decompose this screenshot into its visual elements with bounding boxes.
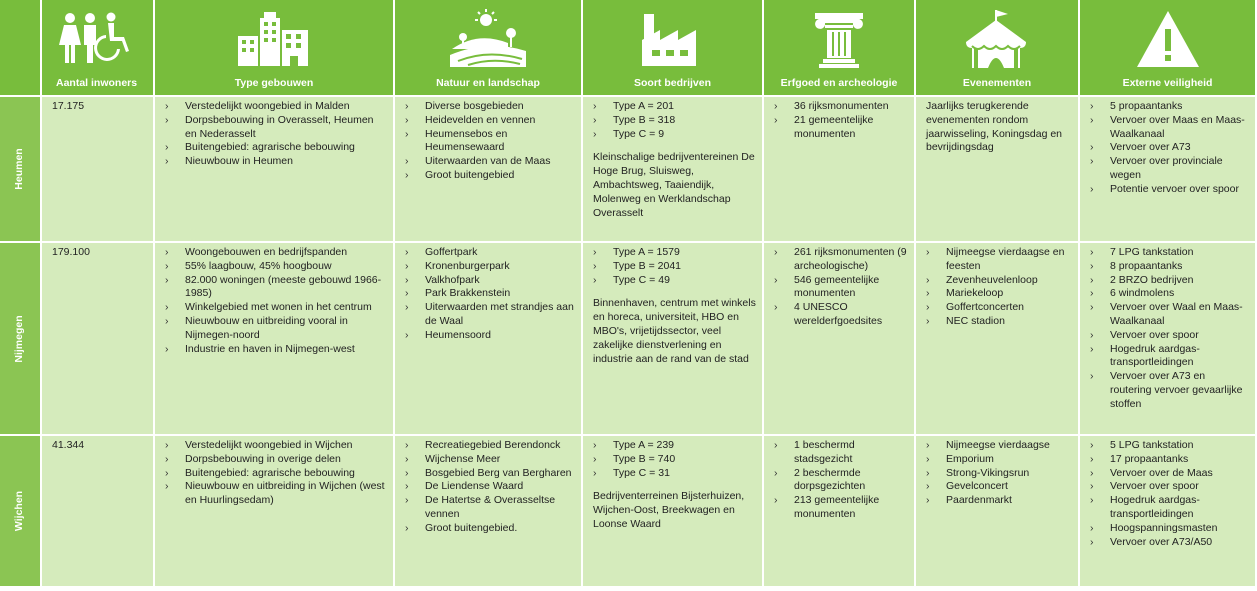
row-label: Heumen bbox=[13, 148, 26, 190]
cell-natuur bbox=[395, 436, 583, 588]
row-label: Nijmegen bbox=[13, 314, 26, 363]
list-item: › Type B = 2041 bbox=[593, 260, 756, 274]
list-item: › Uiterwaarden met strandjes aan de Waal bbox=[405, 301, 575, 329]
header-label: Evenementen bbox=[962, 77, 1032, 89]
bedrijven-text: Kleinschalige bedrijventereinen De Hoge Brug, Sluisweg, Ambachtsweg, Taaiendijk, Molenweg en Werklandschap Overasselt bbox=[593, 151, 755, 219]
list-item: › Vervoer over Waal en Maas-Waalkanaal bbox=[1090, 301, 1249, 329]
cell-evenementen bbox=[916, 97, 1080, 243]
list-item: › Type A = 1579 bbox=[593, 246, 756, 260]
list-item: › Type B = 318 bbox=[593, 114, 756, 128]
cell-gebouwen bbox=[155, 243, 395, 436]
list-item: › Paardenmarkt bbox=[926, 494, 1072, 508]
list-item: › Nieuwbouw en uitbreiding vooral in Nijmegen-noord bbox=[165, 315, 387, 343]
header-soort-bedrijven bbox=[583, 0, 764, 97]
list-item: › Vervoer over Maas en Maas-Waalkanaal bbox=[1090, 114, 1249, 142]
list-item: › 2 BRZO bedrijven bbox=[1090, 274, 1249, 288]
list-item: › Woongebouwen en bedrijfspanden bbox=[165, 246, 387, 260]
row-header bbox=[0, 97, 42, 243]
list-item: › Heumensebos en Heumensewaard bbox=[405, 128, 575, 156]
list-item: › 546 gemeentelijke monumenten bbox=[774, 274, 908, 302]
table-row bbox=[0, 436, 1257, 588]
people-icon bbox=[42, 8, 153, 70]
list-item: › 5 LPG tankstation bbox=[1090, 439, 1249, 453]
list-item: › Vervoer over de Maas bbox=[1090, 467, 1249, 481]
cell-veiligheid bbox=[1080, 436, 1257, 588]
list-item: › De Liendense Waard bbox=[405, 480, 575, 494]
list-item: › Buitengebied: agrarische bebouwing bbox=[165, 467, 387, 481]
list-item: › Vervoer over A73 bbox=[1090, 141, 1249, 155]
list-item: › Strong-Vikingsrun bbox=[926, 467, 1072, 481]
list-item: › De Hatertse & Overasseltse vennen bbox=[405, 494, 575, 522]
list-item: › 4 UNESCO werelderfgoedsites bbox=[774, 301, 908, 329]
cell-veiligheid bbox=[1080, 243, 1257, 436]
list-item: › Dorpsbebouwing in overige delen bbox=[165, 453, 387, 467]
list-item: › Vervoer over A73 en routering vervoer gevaarlijke stoffen bbox=[1090, 370, 1249, 411]
header-label: Aantal inwoners bbox=[56, 77, 138, 89]
list-item: › Vervoer over provinciale wegen bbox=[1090, 155, 1249, 183]
list-item: › 36 rijksmonumenten bbox=[774, 100, 908, 114]
list-item: › Kronenburgerpark bbox=[405, 260, 575, 274]
factory-icon bbox=[583, 8, 762, 70]
tent-icon bbox=[916, 8, 1078, 70]
list-item: › Vervoer over spoor bbox=[1090, 329, 1249, 343]
header-evenementen bbox=[916, 0, 1080, 97]
list-item: › Park Brakkenstein bbox=[405, 287, 575, 301]
cell-erfgoed bbox=[764, 97, 916, 243]
cell-natuur bbox=[395, 97, 583, 243]
cell-gebouwen bbox=[155, 436, 395, 588]
row-label: Wijchen bbox=[13, 490, 26, 532]
list-item: › 261 rijksmonumenten (9 archeologische) bbox=[774, 246, 908, 274]
list-item: › Vervoer over spoor bbox=[1090, 480, 1249, 494]
list-item: › Nijmeegse vierdaagse bbox=[926, 439, 1072, 453]
list-item: › 82.000 woningen (meeste gebouwd 1966-1985) bbox=[165, 274, 387, 302]
list-item: › Diverse bosgebieden bbox=[405, 100, 575, 114]
header-label: Type gebouwen bbox=[234, 77, 314, 89]
cell-evenementen bbox=[916, 436, 1080, 588]
list-item: › Bosgebied Berg van Bergharen bbox=[405, 467, 575, 481]
header-erfgoed-archeologie bbox=[764, 0, 916, 97]
list-item: › Potentie vervoer over spoor bbox=[1090, 183, 1249, 197]
list-item: › Dorpsbebouwing in Overasselt, Heumen en Nederasselt bbox=[165, 114, 387, 142]
list-item: › Verstedelijkt woongebied in Wijchen bbox=[165, 439, 387, 453]
landscape-icon bbox=[395, 8, 581, 70]
list-item: › 21 gemeentelijke monumenten bbox=[774, 114, 908, 142]
list-item: › Buitengebied: agrarische bebouwing bbox=[165, 141, 387, 155]
list-item: › 6 windmolens bbox=[1090, 287, 1249, 301]
header-label: Erfgoed en archeologie bbox=[780, 77, 898, 89]
table-row bbox=[0, 243, 1257, 436]
list-item: › Hogedruk aardgas-transportleidingen bbox=[1090, 494, 1249, 522]
list-item: › Type B = 740 bbox=[593, 453, 756, 467]
list-item: › Uiterwaarden van de Maas bbox=[405, 155, 575, 169]
cell-inwoners bbox=[42, 243, 155, 436]
inwoners-value: 179.100 bbox=[52, 246, 90, 258]
cell-bedrijven bbox=[583, 243, 764, 436]
list-item: › Winkelgebied met wonen in het centrum bbox=[165, 301, 387, 315]
cell-veiligheid bbox=[1080, 97, 1257, 243]
list-item: › Recreatiegebied Berendonck bbox=[405, 439, 575, 453]
cell-evenementen bbox=[916, 243, 1080, 436]
list-item: › Industrie en haven in Nijmegen-west bbox=[165, 343, 387, 357]
list-item: › Verstedelijkt woongebied in Malden bbox=[165, 100, 387, 114]
list-item: › Vervoer over A73/A50 bbox=[1090, 536, 1249, 550]
header-row bbox=[0, 0, 1257, 97]
list-item: › 5 propaantanks bbox=[1090, 100, 1249, 114]
bedrijven-text: Bedrijventerreinen Bijsterhuizen, Wijchen-Oost, Breekwagen en Loonse Waard bbox=[593, 490, 745, 530]
cell-erfgoed bbox=[764, 436, 916, 588]
table-row bbox=[0, 97, 1257, 243]
list-item: › 17 propaantanks bbox=[1090, 453, 1249, 467]
header-label: Externe veiligheid bbox=[1122, 77, 1213, 89]
buildings-icon bbox=[155, 8, 393, 70]
list-item: › Groot buitengebied bbox=[405, 169, 575, 183]
warning-icon bbox=[1080, 8, 1255, 70]
cell-erfgoed bbox=[764, 243, 916, 436]
cell-bedrijven bbox=[583, 436, 764, 588]
list-item: › Gevelconcert bbox=[926, 480, 1072, 494]
list-item: › Nieuwbouw en uitbreiding in Wijchen (west en Huurlingsedam) bbox=[165, 480, 387, 508]
row-header bbox=[0, 243, 42, 436]
list-item: › Nieuwbouw in Heumen bbox=[165, 155, 387, 169]
list-item: › 1 beschermd stadsgezicht bbox=[774, 439, 908, 467]
cell-inwoners bbox=[42, 436, 155, 588]
list-item: › Hogedruk aardgas-transportleidingen bbox=[1090, 343, 1249, 371]
list-item: › 213 gemeentelijke monumenten bbox=[774, 494, 908, 522]
header-label: Natuur en landschap bbox=[436, 77, 540, 89]
list-item: › Wijchense Meer bbox=[405, 453, 575, 467]
list-item: › 8 propaantanks bbox=[1090, 260, 1249, 274]
list-item: › Hoogspanningsmasten bbox=[1090, 522, 1249, 536]
header-aantal-inwoners bbox=[42, 0, 155, 97]
list-item: › NEC stadion bbox=[926, 315, 1072, 329]
list-item: › 7 LPG tankstation bbox=[1090, 246, 1249, 260]
list-item: › Groot buitengebied. bbox=[405, 522, 575, 536]
list-item: › Goffertpark bbox=[405, 246, 575, 260]
list-item: › Valkhofpark bbox=[405, 274, 575, 288]
bedrijven-text: Binnenhaven, centrum met winkels en horeca, universiteit, HBO en MBO's, vrijetijdssector, veel zakelijke dienstverlening en industrie aan de rand van de stad bbox=[593, 297, 756, 365]
header-type-gebouwen bbox=[155, 0, 395, 97]
header-corner bbox=[0, 0, 42, 97]
inwoners-value: 41.344 bbox=[52, 439, 85, 451]
list-item: › Emporium bbox=[926, 453, 1072, 467]
list-item: › Type C = 9 bbox=[593, 128, 756, 142]
list-item: › Heumensoord bbox=[405, 329, 575, 343]
list-item: › Goffertconcerten bbox=[926, 301, 1072, 315]
list-item: › Type A = 201 bbox=[593, 100, 756, 114]
list-item: › Type C = 49 bbox=[593, 274, 756, 288]
list-item: › Type A = 239 bbox=[593, 439, 756, 453]
header-externe-veiligheid bbox=[1080, 0, 1257, 97]
list-item: › 2 beschermde dorpsgezichten bbox=[774, 467, 908, 495]
inwoners-value: 17.175 bbox=[52, 100, 85, 112]
row-header bbox=[0, 436, 42, 588]
cell-natuur bbox=[395, 243, 583, 436]
column-icon bbox=[764, 8, 914, 70]
list-item: › Heidevelden en vennen bbox=[405, 114, 575, 128]
evenementen-text: Jaarlijks terugkerende evenementen rondom jaarwisseling, Koningsdag en bevrijdingsdag bbox=[926, 100, 1063, 154]
header-label: Soort bedrijven bbox=[633, 77, 711, 89]
list-item: › Nijmeegse vierdaagse en feesten bbox=[926, 246, 1072, 274]
header-natuur-landschap bbox=[395, 0, 583, 97]
cell-inwoners bbox=[42, 97, 155, 243]
list-item: › 55% laagbouw, 45% hoogbouw bbox=[165, 260, 387, 274]
cell-gebouwen bbox=[155, 97, 395, 243]
list-item: › Zevenheuvelenloop bbox=[926, 274, 1072, 288]
list-item: › Mariekeloop bbox=[926, 287, 1072, 301]
list-item: › Type C = 31 bbox=[593, 467, 756, 481]
cell-bedrijven bbox=[583, 97, 764, 243]
